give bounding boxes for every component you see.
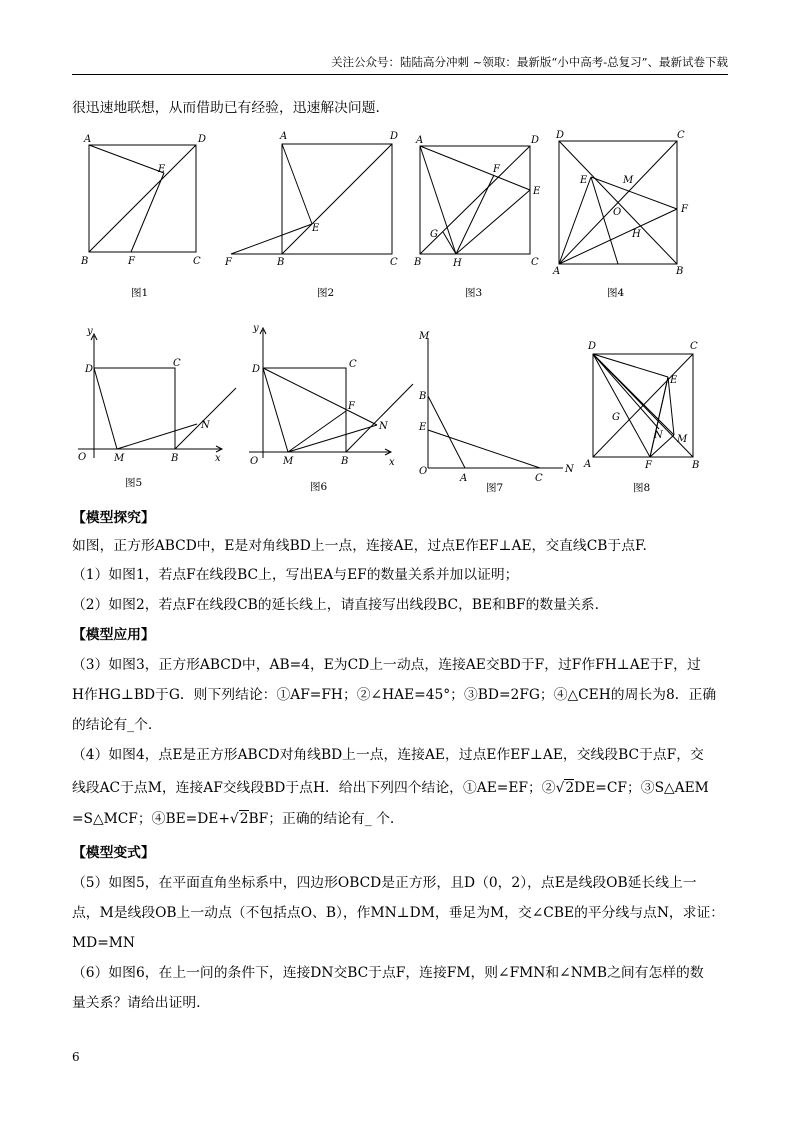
fig5-label-x: x: [215, 453, 221, 464]
fig3-label-c: C: [531, 257, 539, 268]
fig6-label-o: O: [250, 456, 259, 467]
figure-1: [80, 134, 206, 299]
fig7-label-b: B: [419, 391, 427, 402]
fig6-label-b: B: [341, 456, 349, 467]
fig3-label-e: E: [533, 186, 541, 197]
figure-8: [583, 341, 699, 494]
fig5-label-c: C: [173, 358, 181, 369]
explore-intro: 如图，正方形ABCD中，E是对角线BD上一点，连接AE，过点E作EF⊥AE，交直线CB于点F.: [72, 538, 647, 554]
fig5-label-n: N: [201, 420, 210, 431]
fig5-label-o: O: [78, 452, 87, 463]
fig6-label-f: F: [348, 401, 355, 412]
fig4-label-f: F: [681, 204, 688, 215]
question-5-line-3: MD=MN: [72, 935, 135, 951]
fig2-label-e: E: [312, 223, 320, 234]
fig2-label-b: B: [277, 257, 285, 268]
figure-2: [224, 131, 398, 299]
caption-fig8: 图8: [633, 482, 651, 494]
question-4-line-2-text-a: 线段AC于点M，连接AF交线段BD于点H．给出下列四个结论，①AE=EF；②√: [72, 780, 565, 796]
question-5-line-2: 点，M是线段OB上一动点（不包括点O、B），作MN⊥DM，垂足为M，交∠CBE的平分线与点N，求证：: [72, 905, 725, 921]
page-header: 关注公众号：陆陆高分冲刺 ~领取：最新版“小中高考-总复习”、最新试卷下载: [72, 52, 728, 75]
figure-6: [249, 323, 413, 493]
caption-fig4: 图4: [607, 287, 625, 299]
fig8-label-g: G: [612, 412, 620, 423]
question-4-line-2: [72, 778, 732, 798]
intro-text: 很迅速地联想，从而借助已有经验，迅速解决问题.: [72, 100, 380, 116]
section-model-apply: 【模型应用】: [72, 627, 155, 643]
caption-fig6: 图6: [310, 481, 328, 493]
question-6-line-2: 量关系？请给出证明.: [72, 995, 201, 1011]
fig8-label-f: F: [645, 460, 652, 471]
question-1: （1）如图1，若点F在线段BC上，写出EA与EF的数量关系并加以证明；: [72, 567, 519, 583]
fig7-label-e: E: [419, 422, 427, 433]
question-3-line-1: （3）如图3，正方形ABCD中，AB=4，E为CD上一动点，连接AE交BD于F，过F作FH⊥AE于F，过: [72, 657, 701, 673]
fig3-label-b: B: [414, 257, 422, 268]
fig1-label-a: A: [84, 134, 92, 145]
question-6-line-1: （6）如图6，在上一问的条件下，连接DN交BC于点F，连接FM，则∠FMN和∠NMB之间有怎样的数: [72, 965, 704, 981]
fig2-label-f: F: [225, 257, 232, 268]
figure-3: [413, 135, 541, 299]
figure-4: [552, 130, 689, 299]
caption-fig1: 图1: [131, 287, 149, 299]
fig4-label-m: M: [623, 175, 634, 186]
fig2-label-c: C: [390, 257, 398, 268]
fig6-label-m: M: [283, 456, 294, 467]
fig8-label-c: C: [690, 341, 698, 352]
question-4-line-3: [72, 809, 732, 829]
fig6-label-y: y: [253, 323, 259, 334]
fig6-label-c: C: [349, 359, 357, 370]
fig2-label-d: D: [390, 131, 399, 142]
caption-fig7: 图7: [486, 482, 504, 494]
fig5-label-b: B: [171, 453, 179, 464]
fig1-label-c: C: [193, 256, 201, 267]
sqrt-radicand: 2: [565, 780, 575, 796]
question-3-line-3: 的结论有_个.: [72, 717, 153, 733]
fig3-label-a: A: [416, 135, 424, 146]
fig3-label-d: D: [531, 135, 540, 146]
figure-7: [418, 331, 575, 494]
fig4-label-o: O: [613, 207, 622, 218]
fig8-label-m: M: [677, 434, 688, 445]
question-3-line-2: H作HG⊥BD于G．则下列结论：①AF=FH；②∠HAE=45°；③BD=2FG；④△CEH的周长为8．正确: [72, 687, 717, 703]
fig4-label-d: D: [556, 130, 565, 141]
question-4-line-3-text-a: =S△MCF；④BE=DE+√: [72, 811, 239, 827]
fig3-label-g: G: [430, 229, 438, 240]
fig4-label-b: B: [676, 266, 684, 277]
fig7-label-n: N: [565, 464, 574, 475]
fig7-label-c: C: [535, 473, 543, 484]
fig7-label-o: O: [419, 466, 428, 477]
fig5-label-d: D: [85, 364, 94, 375]
fig8-label-b: B: [692, 460, 700, 471]
figure-5: [78, 326, 236, 489]
fig5-label-y: y: [87, 326, 93, 337]
fig1-label-e: E: [158, 164, 166, 175]
fig6-label-d: D: [252, 364, 261, 375]
fig1-label-d: D: [198, 134, 207, 145]
page-number: 6: [72, 1050, 80, 1064]
fig5-label-m: M: [114, 453, 125, 464]
fig8-label-d: D: [588, 341, 597, 352]
fig8-label-a: A: [584, 459, 592, 470]
fig3-label-h: H: [453, 258, 462, 269]
question-5-line-1: （5）如图5，在平面直角坐标系中，四边形OBCD是正方形，且D（0，2），点E是线段OB延长线上一: [72, 875, 697, 891]
question-4-line-2-text-b: DE=CF；③S△AEM: [574, 780, 709, 796]
caption-fig5: 图5: [125, 477, 143, 489]
fig1-label-f: F: [128, 256, 135, 267]
fig7-label-a: A: [460, 473, 468, 484]
caption-fig2: 图2: [317, 287, 335, 299]
fig7-label-m: M: [419, 331, 430, 342]
fig4-label-h: H: [632, 229, 641, 240]
section-model-variant: 【模型变式】: [72, 845, 155, 861]
fig2-label-a: A: [280, 131, 288, 142]
caption-fig3: 图3: [465, 287, 483, 299]
fig6-label-x: x: [389, 457, 395, 468]
sqrt-radicand: 2: [239, 811, 249, 827]
fig8-label-n: N: [654, 430, 663, 441]
fig4-label-e: E: [580, 175, 588, 186]
fig1-label-b: B: [81, 256, 89, 267]
fig6-label-n: N: [379, 421, 388, 432]
question-4-line-3-text-b: BF；正确的结论有_ 个.: [248, 811, 395, 827]
fig4-label-a: A: [553, 266, 561, 277]
fig3-label-f: F: [493, 164, 500, 175]
fig4-label-c: C: [677, 130, 685, 141]
question-4-line-1: （4）如图4，点E是正方形ABCD对角线BD上一点，连接AE，过点E作EF⊥AE，交线段BC于点F，交: [72, 747, 704, 763]
section-model-explore: 【模型探究】: [72, 510, 155, 526]
question-2: （2）如图2，若点F在线段CB的延长线上，请直接写出线段BC，BE和BF的数量关系.: [72, 597, 599, 613]
fig8-label-e: E: [670, 375, 678, 386]
